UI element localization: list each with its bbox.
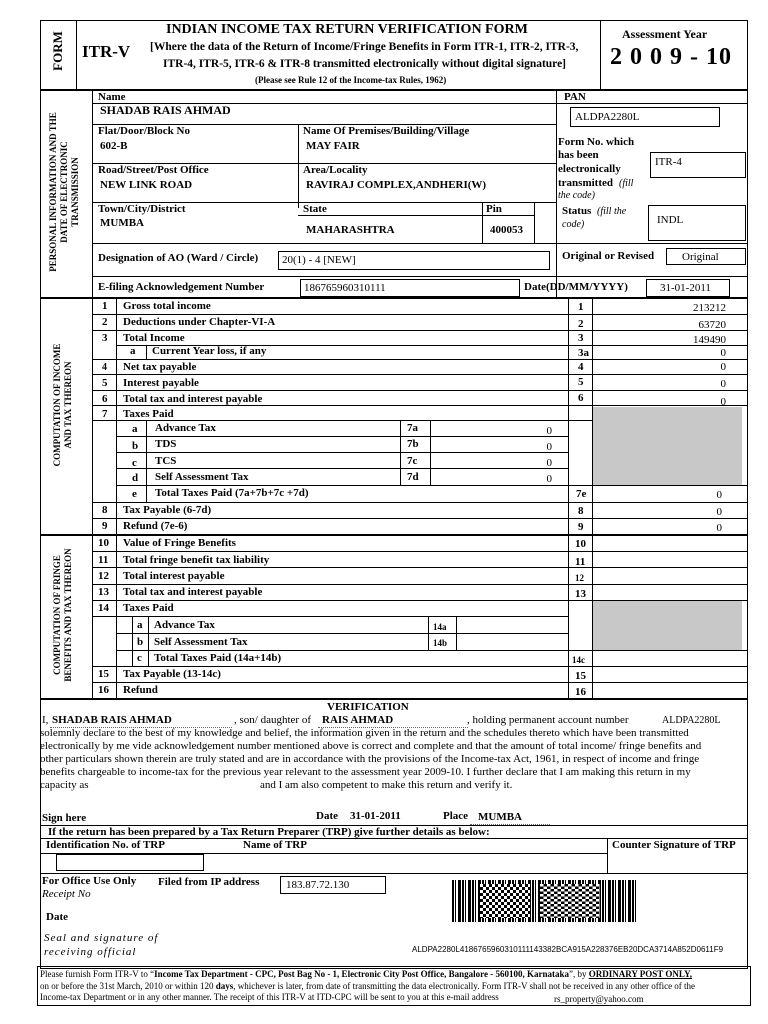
form-no-hint-2: the code) bbox=[558, 190, 595, 201]
row-8-code: 8 bbox=[578, 505, 584, 517]
row-4-value: 0 bbox=[720, 361, 726, 373]
row-4-no: 4 bbox=[102, 362, 107, 373]
row-3-no: 3 bbox=[102, 332, 108, 344]
form-no-label-2: has been bbox=[558, 149, 599, 161]
town-value: MUMBA bbox=[100, 217, 144, 229]
row-14a-no: a bbox=[137, 619, 143, 631]
form-no-value: ITR-4 bbox=[655, 156, 682, 168]
office-title: For Office Use Only bbox=[42, 875, 137, 887]
status-value: INDL bbox=[657, 214, 684, 226]
row-13-no: 13 bbox=[98, 586, 109, 598]
form-subtitle-2: ITR-4, ITR-5, ITR-6 & ITR-8 transmitted electronically without digital signature] bbox=[163, 58, 567, 70]
row-7b-label: TDS bbox=[155, 438, 177, 450]
footer-line1-d: ORDINARY POST ONLY, bbox=[588, 969, 692, 979]
row-9-label: Refund (7e-6) bbox=[123, 520, 188, 532]
row-7a-code: 7a bbox=[407, 422, 418, 434]
date-label: Date(DD/MM/YYYY) bbox=[524, 281, 628, 293]
row-7-no: 7 bbox=[102, 408, 108, 420]
footer-line2-b: days bbox=[215, 981, 234, 991]
row-16-label: Refund bbox=[123, 684, 158, 696]
office-date: Date bbox=[46, 911, 68, 923]
assessment-year: 2 0 0 9 - 10 bbox=[610, 44, 732, 70]
row-11-code: 11 bbox=[575, 556, 586, 568]
verification-title: VERIFICATION bbox=[327, 701, 409, 713]
row-7e-code: 7e bbox=[576, 488, 587, 500]
row-7a-label: Advance Tax bbox=[155, 422, 216, 434]
premises-label: Name Of Premises/Building/Village bbox=[303, 125, 470, 137]
pin-value: 400053 bbox=[490, 224, 523, 236]
row-2-value: 63720 bbox=[698, 319, 726, 331]
status-hint-2: code) bbox=[562, 219, 585, 230]
row-8-value: 0 bbox=[716, 506, 722, 518]
road-value: NEW LINK ROAD bbox=[100, 179, 193, 191]
place-label: Place bbox=[443, 810, 469, 822]
form-no-label-4: transmitted bbox=[558, 177, 613, 189]
qr-block-1 bbox=[480, 884, 530, 918]
trp-name-label: Name of TRP bbox=[243, 839, 307, 851]
row-10-no: 10 bbox=[98, 537, 109, 549]
row-11-label: Total fringe benefit tax liability bbox=[123, 554, 270, 566]
row-3a-value: 0 bbox=[720, 347, 726, 359]
shaded-area-income bbox=[593, 407, 742, 485]
row-13-code: 13 bbox=[575, 588, 586, 600]
section-personal: PERSONAL INFORMATION AND THE DATE OF ELECTRONIC TRANSMISSION bbox=[48, 112, 80, 272]
row-7c-no: c bbox=[132, 457, 137, 469]
road-label: Road/Street/Post Office bbox=[98, 164, 209, 176]
row-9-no: 9 bbox=[102, 520, 108, 532]
row-15-code: 15 bbox=[575, 670, 586, 682]
row-5-label: Interest payable bbox=[123, 377, 199, 389]
shaded-area-fringe bbox=[593, 600, 742, 650]
form-subtitle-1: [Where the data of the Return of Income/Fringe Benefits in Form ITR-1, ITR-2, ITR-3, bbox=[150, 41, 579, 53]
footer-line2-a: on or before the 31st March, 2010 or within 120 bbox=[40, 981, 216, 991]
verif-son-of: , son/ daughter of bbox=[234, 714, 311, 726]
premises-value: MAY FAIR bbox=[306, 140, 360, 152]
form-no-hint-1: (fill bbox=[619, 178, 634, 189]
row-10-code: 10 bbox=[575, 538, 586, 550]
verif-i: I, bbox=[42, 714, 49, 726]
verif-line6a: capacity as bbox=[40, 779, 89, 791]
row-14c-no: c bbox=[137, 652, 142, 664]
row-7b-value: 0 bbox=[546, 441, 552, 453]
footer-line3: Income-tax Department or in any other manner. The receipt of this ITR-V at ITD-CPC will be sent to you at this e-mail address bbox=[40, 992, 499, 1002]
row-14a-label: Advance Tax bbox=[154, 619, 215, 631]
sign-date-label: Date bbox=[316, 810, 338, 822]
row-7a-no: a bbox=[132, 423, 138, 435]
name-label: Name bbox=[98, 91, 126, 103]
row-1-label: Gross total income bbox=[123, 300, 211, 312]
flat-value: 602-B bbox=[100, 140, 128, 152]
row-14c-label: Total Taxes Paid (14a+14b) bbox=[154, 652, 282, 664]
row-7a-value: 0 bbox=[546, 425, 552, 437]
ack-label: E-filing Acknowledgement Number bbox=[98, 281, 265, 293]
row-3-label: Total Income bbox=[123, 332, 185, 344]
qr-block-2 bbox=[540, 884, 600, 918]
verif-line6b: and I am also competent to make this return and verify it. bbox=[260, 779, 513, 791]
verif-line3: electronically by me vide acknowledgement number mentioned above is correct and complete and that the amount of total income/ fringe benefits and bbox=[40, 740, 702, 752]
row-3a-no: a bbox=[130, 345, 136, 357]
name-value: SHADAB RAIS AHMAD bbox=[100, 103, 231, 117]
footer-line1-c: ”, by bbox=[568, 969, 589, 979]
row-3-code: 3 bbox=[578, 332, 584, 344]
row-1-value: 213212 bbox=[693, 302, 726, 314]
row-15-no: 15 bbox=[98, 668, 109, 680]
row-14-no: 14 bbox=[98, 602, 109, 614]
ack-value: 186765960310111 bbox=[304, 282, 386, 294]
row-3a-code: 3a bbox=[578, 347, 589, 359]
trp-sig-label: Counter Signature of TRP bbox=[612, 839, 736, 851]
row-7d-code: 7d bbox=[407, 471, 419, 483]
office-seal-1: Seal and signature of bbox=[44, 932, 159, 944]
flat-label: Flat/Door/Block No bbox=[98, 125, 190, 137]
ao-label: Designation of AO (Ward / Circle) bbox=[98, 252, 259, 264]
pin-label: Pin bbox=[486, 203, 502, 215]
trp-id-label: Identification No. of TRP bbox=[46, 839, 165, 851]
row-14c-code: 14c bbox=[572, 655, 585, 665]
state-value: MAHARASHTRA bbox=[306, 224, 395, 236]
form-no-label-3: electronically bbox=[558, 163, 621, 175]
status-label: Status bbox=[562, 205, 592, 217]
form-code: ITR-V bbox=[82, 42, 131, 61]
row-16-code: 16 bbox=[575, 686, 586, 698]
row-14b-no: b bbox=[137, 636, 144, 648]
area-label: Area/Locality bbox=[303, 164, 368, 176]
row-14b-code: 14b bbox=[433, 638, 448, 648]
footer-line1 bbox=[40, 968, 692, 980]
form-title: INDIAN INCOME TAX RETURN VERIFICATION FORM bbox=[166, 22, 528, 37]
row-13-label: Total tax and interest payable bbox=[123, 586, 263, 598]
row-5-value: 0 bbox=[720, 378, 726, 390]
orig-label: Original or Revised bbox=[562, 250, 655, 262]
row-7e-no: e bbox=[132, 488, 137, 500]
sign-label: Sign here bbox=[42, 812, 87, 824]
office-receipt: Receipt No bbox=[42, 888, 91, 900]
row-6-value: 0 bbox=[720, 396, 726, 408]
office-seal-2: receiving official bbox=[44, 946, 137, 958]
row-14b-label: Self Assessment Tax bbox=[154, 636, 248, 648]
row-12-code: 12 bbox=[575, 573, 584, 583]
row-7-label: Taxes Paid bbox=[123, 408, 174, 420]
sign-date-value: 31-01-2011 bbox=[350, 810, 401, 822]
row-15-label: Tax Payable (13-14c) bbox=[123, 668, 221, 680]
form-subtitle-3: (Please see Rule 12 of the Income-tax Rules, 1962) bbox=[255, 75, 447, 85]
section-fringe: COMPUTATION OF FRINGE BENEFITS AND TAX THEREON bbox=[52, 548, 73, 682]
ip-label: Filed from IP address bbox=[158, 876, 260, 888]
verif-father: RAIS AHMAD bbox=[322, 714, 394, 726]
row-9-value: 0 bbox=[716, 522, 722, 534]
footer-line1-b: Income Tax Department - CPC, Post Bag No - 1, Electronic City Post Office, Bangalore - 560100, Karnataka bbox=[154, 969, 569, 979]
row-7c-label: TCS bbox=[155, 455, 177, 467]
trp-heading: If the return has been prepared by a Tax Return Preparer (TRP) give further details as below: bbox=[48, 826, 490, 838]
row-2-label: Deductions under Chapter-VI-A bbox=[123, 316, 276, 328]
row-11-no: 11 bbox=[98, 554, 109, 566]
footer-email: rs_property@yahoo.com bbox=[554, 994, 644, 1004]
row-7e-label: Total Taxes Paid (7a+7b+7c +7d) bbox=[155, 487, 309, 499]
row-7b-no: b bbox=[132, 440, 139, 452]
row-8-no: 8 bbox=[102, 504, 108, 516]
row-3a-label: Current Year loss, if any bbox=[152, 345, 267, 357]
ip-value: 183.87.72.130 bbox=[286, 879, 350, 891]
row-16-no: 16 bbox=[98, 684, 109, 696]
row-5-code: 5 bbox=[578, 376, 584, 388]
verif-line2: solemnly declare to the best of my knowledge and belief, the information given in the return and the schedules thereto which have been transmitted bbox=[40, 727, 689, 739]
row-2-no: 2 bbox=[102, 316, 108, 328]
verif-pan: ALDPA2280L bbox=[662, 715, 721, 726]
row-8-label: Tax Payable (6-7d) bbox=[123, 504, 212, 516]
row-12-no: 12 bbox=[98, 570, 109, 582]
section-income: COMPUTATION OF INCOME AND TAX THEREON bbox=[52, 343, 73, 467]
status-hint-1: (fill the bbox=[597, 206, 627, 217]
pan-label: PAN bbox=[564, 91, 586, 103]
row-14-label: Taxes Paid bbox=[123, 602, 174, 614]
date-value: 31-01-2011 bbox=[660, 282, 711, 294]
row-7d-no: d bbox=[132, 472, 139, 484]
form-label: FORM bbox=[50, 31, 65, 71]
area-value: RAVIRAJ COMPLEX,ANDHERI(W) bbox=[306, 179, 487, 191]
state-label: State bbox=[303, 203, 327, 215]
town-label: Town/City/District bbox=[98, 203, 186, 215]
row-6-no: 6 bbox=[102, 393, 108, 405]
place-value: MUMBA bbox=[478, 811, 522, 823]
row-6-code: 6 bbox=[578, 392, 584, 404]
verif-name: SHADAB RAIS AHMAD bbox=[52, 714, 172, 726]
assessment-year-label: Assessment Year bbox=[622, 27, 708, 41]
ao-value: 20(1) - 4 [NEW] bbox=[282, 254, 356, 266]
row-10-label: Value of Fringe Benefits bbox=[123, 537, 236, 549]
row-4-label: Net tax payable bbox=[123, 361, 197, 373]
trp-id-box bbox=[56, 854, 204, 871]
row-14a-code: 14a bbox=[433, 622, 447, 632]
row-1-no: 1 bbox=[102, 300, 108, 312]
form-no-label-1: Form No. which bbox=[558, 136, 635, 148]
verif-line5: benefits chargeable to income-tax for the previous year relevant to the assessment year 2009-10. I further declare that I am making this return in my bbox=[40, 766, 691, 778]
verif-holding: , holding permanent account number bbox=[467, 714, 629, 726]
row-7b-code: 7b bbox=[407, 438, 419, 450]
row-9-code: 9 bbox=[578, 521, 584, 533]
orig-value: Original bbox=[682, 251, 719, 263]
row-7d-label: Self Assessment Tax bbox=[155, 471, 249, 483]
row-7e-value: 0 bbox=[716, 489, 722, 501]
footer-line2-c: , whichever is later, from date of transmitting the data electronically. Form ITR-V shall not be received in any other office of the bbox=[233, 981, 696, 991]
row-6-label: Total tax and interest payable bbox=[123, 393, 263, 405]
row-7c-code: 7c bbox=[407, 455, 418, 467]
row-4-code: 4 bbox=[578, 361, 584, 373]
row-7d-value: 0 bbox=[546, 473, 552, 485]
pan-value: ALDPA2280L bbox=[575, 111, 640, 123]
row-7c-value: 0 bbox=[546, 457, 552, 469]
row-5-no: 5 bbox=[102, 377, 108, 389]
row-1-code: 1 bbox=[578, 301, 584, 313]
barcode-text: ALDPA2280L4186765960310111143382BCA915A228376EB20DCA3714A852D0611F9 bbox=[412, 945, 724, 954]
verif-line4: other particulars shown therein are truly stated and are in accordance with the provisions of the Income-tax Act, 1961, in respect of income and fringe bbox=[40, 753, 700, 765]
footer-line1-a: Please furnish Form ITR-V to “ bbox=[40, 969, 155, 979]
row-2-code: 2 bbox=[578, 318, 584, 330]
row-3-value: 149490 bbox=[693, 334, 726, 346]
row-12-label: Total interest payable bbox=[123, 570, 225, 582]
